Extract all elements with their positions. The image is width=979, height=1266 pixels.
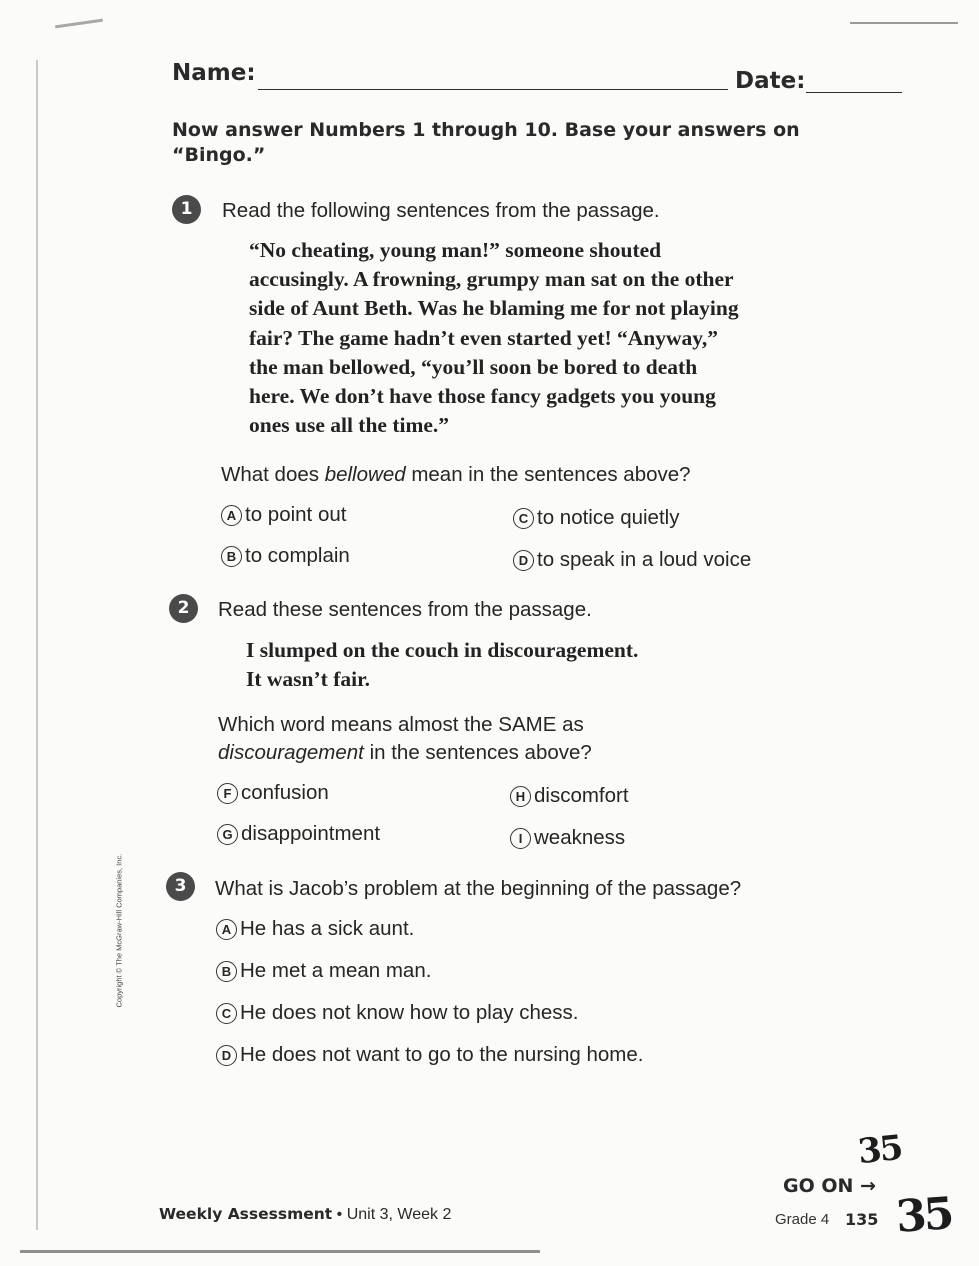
page-number: 135: [845, 1210, 879, 1229]
prompt-text: in the sentences above?: [363, 741, 592, 764]
vocab-word: bellowed: [324, 463, 406, 486]
answer-bubble[interactable]: C: [216, 1003, 237, 1024]
question-2-passage: [246, 636, 638, 694]
question-3-option-d[interactable]: [216, 1043, 643, 1067]
question-2-number: 2: [169, 594, 198, 623]
question-2-option-i[interactable]: [510, 826, 625, 850]
question-2-option-h[interactable]: [510, 784, 629, 808]
date-label: Date:: [735, 68, 806, 94]
option-text: disappointment: [241, 822, 381, 845]
answer-bubble[interactable]: A: [216, 919, 237, 940]
name-field[interactable]: [258, 89, 728, 90]
question-2-option-g[interactable]: [217, 822, 380, 846]
copyright-notice: Copyright © The McGraw-Hill Companies, Inc.: [114, 853, 124, 1008]
name-label: Name:: [172, 60, 256, 86]
question-1-passage: [249, 236, 739, 440]
passage-line: the man bellowed, “you’ll soon be bored to death: [249, 354, 698, 379]
answer-bubble[interactable]: F: [217, 783, 238, 804]
passage-line: side of Aunt Beth. Was he blaming me for not playing: [249, 296, 739, 321]
option-text: He does not want to go to the nursing home.: [240, 1043, 644, 1066]
answer-bubble[interactable]: I: [510, 828, 531, 849]
option-text: He met a mean man.: [240, 959, 432, 982]
unit-info: Unit 3, Week 2: [346, 1206, 452, 1223]
option-text: confusion: [241, 781, 329, 804]
prompt-text: mean in the sentences above?: [405, 463, 691, 486]
handwritten-score-top: 35: [856, 1127, 904, 1173]
page-edge-top-mark: [55, 19, 103, 29]
answer-bubble[interactable]: B: [216, 961, 237, 982]
question-3-option-a[interactable]: [216, 917, 414, 941]
option-text: to complain: [245, 544, 350, 567]
grade-label: Grade 4: [775, 1211, 830, 1228]
option-text: weakness: [534, 826, 626, 849]
question-2-prompt-line-2: [218, 741, 592, 765]
question-1-option-c[interactable]: [513, 506, 679, 530]
page-edge-bottom: [20, 1250, 540, 1253]
vocab-word: discouragement: [218, 741, 364, 764]
answer-bubble[interactable]: C: [513, 508, 534, 529]
date-field[interactable]: [806, 92, 902, 93]
question-3-option-c[interactable]: [216, 1001, 578, 1025]
passage-line: accusingly. A frowning, grumpy man sat on the other: [249, 267, 734, 292]
handwritten-score-bottom: 35: [894, 1188, 953, 1243]
question-1-stem: Read the following sentences from the passage.: [222, 199, 660, 222]
page-edge-left: [36, 60, 38, 1230]
question-2-prompt-line-1: Which word means almost the SAME as: [218, 713, 584, 736]
page-edge-top-right: [850, 22, 958, 24]
question-1-number: 1: [172, 195, 201, 224]
question-3-stem: What is Jacob’s problem at the beginning of the passage?: [215, 877, 742, 900]
question-3-number: 3: [166, 872, 195, 901]
option-text: to speak in a loud voice: [537, 548, 752, 571]
option-text: He has a sick aunt.: [240, 917, 415, 940]
instructions: Now answer Numbers 1 through 10. Base your answers on “Bingo.”: [172, 119, 800, 166]
passage-line: fair? The game hadn’t even started yet! “Anyway,”: [249, 325, 718, 350]
option-text: He does not know how to play chess.: [240, 1001, 579, 1024]
prompt-text: What does: [221, 463, 325, 486]
option-text: to point out: [245, 503, 347, 526]
answer-bubble[interactable]: D: [513, 550, 534, 571]
go-on-indicator: GO ON →: [783, 1175, 876, 1197]
passage-line: It wasn’t fair.: [246, 667, 371, 692]
question-1-option-b[interactable]: [221, 544, 350, 568]
answer-bubble[interactable]: A: [221, 505, 242, 526]
option-text: to notice quietly: [537, 506, 680, 529]
question-1-prompt: [221, 463, 691, 487]
question-1-option-d[interactable]: [513, 548, 751, 572]
passage-line: here. We don’t have those fancy gadgets you young: [249, 384, 716, 409]
footer-assessment: Weekly Assessment • Unit 3, Week 2: [159, 1205, 452, 1223]
answer-bubble[interactable]: D: [216, 1045, 237, 1066]
question-2-stem: Read these sentences from the passage.: [218, 598, 592, 621]
passage-line: ones use all the time.”: [249, 413, 450, 438]
assessment-label: Weekly Assessment: [159, 1205, 333, 1223]
answer-bubble[interactable]: B: [221, 546, 242, 567]
option-text: discomfort: [534, 784, 629, 807]
question-1-option-a[interactable]: [221, 503, 346, 527]
passage-line: “No cheating, young man!” someone shouted: [249, 238, 662, 262]
question-2-option-f[interactable]: [217, 781, 329, 805]
passage-line: I slumped on the couch in discouragement.: [246, 638, 639, 662]
answer-bubble[interactable]: G: [217, 824, 238, 845]
answer-bubble[interactable]: H: [510, 786, 531, 807]
question-3-option-b[interactable]: [216, 959, 431, 983]
